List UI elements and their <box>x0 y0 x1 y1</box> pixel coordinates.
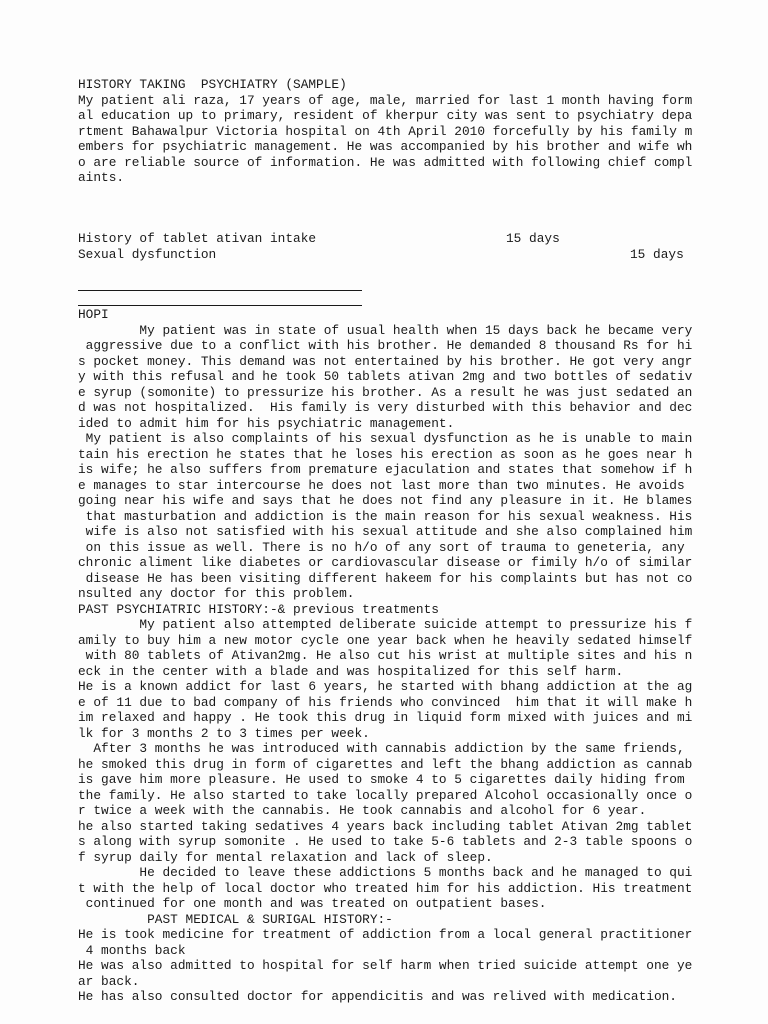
body-line: on this issue as well. There is no h/o of any sort of trauma to geneteria, any <box>78 539 685 555</box>
body-line: eck in the center with a blade and was hospitalized for this self harm. <box>78 663 624 679</box>
divider-line <box>78 305 362 306</box>
body-line: with 80 tablets of Ativan2mg. He also cut his wrist at multiple sites and his n <box>78 648 693 663</box>
intro-line: embers for psychiatric management. He was accompanied by his brother and wife wh <box>78 139 693 154</box>
intro-line: My patient ali raza, 17 years of age, male, married for last 1 month having form <box>78 92 693 108</box>
body-line: My patient was in state of usual health when 15 days back he became very <box>78 322 693 338</box>
complaint-name: History of tablet ativan intake <box>78 231 317 246</box>
body-line: wife is also not satisfied with his sexual attitude and she also complained him <box>78 524 693 539</box>
body-line: going near his wife and says that he does not find any pleasure in it. He blames <box>78 493 693 508</box>
body-line: He has also consulted doctor for appendicitis and was relived with medication. <box>78 989 677 1004</box>
body-line: ar back. <box>78 973 140 989</box>
body-line: My patient also attempted deliberate suicide attempt to pressurize his f <box>78 617 693 632</box>
body-line: After 3 months he was introduced with cannabis addiction by the same friends, <box>78 741 685 756</box>
intro-line: al education up to primary, resident of kherpur city was sent to psychiatry depa <box>78 108 693 123</box>
body-line: he smoked this drug in form of cigarettes and left the bhang addiction as cannab <box>78 756 693 772</box>
complaint-duration: 15 days <box>630 246 684 262</box>
body-line: e syrup (somonite) to pressurize his brother. As a result he was just sedated an <box>78 384 693 400</box>
intro-line: rtment Bahawalpur Victoria hospital on 4th April 2010 forcefully by his family m <box>78 123 693 139</box>
body-line: amily to buy him a new motor cycle one year back when he heavily sedated himself <box>78 632 693 648</box>
body-line: aggressive due to a conflict with his brother. He demanded 8 thousand Rs for hi <box>78 338 693 353</box>
body-line: is gave him more pleasure. He used to smoke 4 to 5 cigarettes daily hiding from <box>78 772 685 787</box>
body-line: e manages to star intercourse he does not last more than two minutes. He avoids <box>78 477 685 493</box>
complaint-duration: 15 days <box>506 231 560 246</box>
body-line: He decided to leave these addictions 5 months back and he managed to qui <box>78 865 693 880</box>
body-line: that masturbation and addiction is the main reason for his sexual weakness. His <box>78 508 693 524</box>
complaint-name: Sexual dysfunction <box>78 246 217 262</box>
body-line: My patient is also complaints of his sexual dysfunction as he is unable to main <box>78 431 693 446</box>
body-line: he also started taking sedatives 4 years back including tablet Ativan 2mg tablet <box>78 818 693 834</box>
body-line: lk for 3 months 2 to 3 times per week. <box>78 725 370 741</box>
body-line: s pocket money. This demand was not entertained by his brother. He got very angr <box>78 353 693 369</box>
body-line: y with this refusal and he took 50 tablets ativan 2mg and two bottles of sedativ <box>78 369 693 384</box>
section-heading-past-medical: PAST MEDICAL & SURIGAL HISTORY:- <box>78 911 393 927</box>
section-heading-past-psychiatric: PAST PSYCHIATRIC HISTORY:-& previous treatments <box>78 601 439 617</box>
divider-line <box>78 290 362 291</box>
body-line: ided to admit him for his psychiatric management. <box>78 415 455 431</box>
body-line: He is a known addict for last 6 years, he started with bhang addiction at the ag <box>78 679 693 694</box>
body-line: nsulted any doctor for this problem. <box>78 586 355 601</box>
body-line: is wife; he also suffers from premature ejaculation and states that somehow if h <box>78 462 693 477</box>
body-line: im relaxed and happy . He took this drug in liquid form mixed with juices and mi <box>78 710 693 725</box>
body-line: tain his erection he states that he loses his erection as soon as he goes near h <box>78 446 693 462</box>
body-line: chronic aliment like diabetes or cardiovascular disease or fimily h/o of similar <box>78 555 693 570</box>
intro-line: o are reliable source of information. He was admitted with following chief compl <box>78 154 693 170</box>
body-line: f syrup daily for mental relaxation and lack of sleep. <box>78 849 493 865</box>
document-title: HISTORY TAKING PSYCHIATRY (SAMPLE) <box>78 77 347 92</box>
body-line: r twice a week with the cannabis. He took cannabis and alcohol for 6 year. <box>78 803 647 818</box>
body-line: He is took medicine for treatment of addiction from a local general practitioner <box>78 927 693 942</box>
body-line: disease He has been visiting different hakeem for his complaints but has not co <box>78 570 693 586</box>
body-line: t with the help of local doctor who treated him for his addiction. His treatment <box>78 880 693 896</box>
body-line: e of 11 due to bad company of his friends who convinced him that it will make h <box>78 694 693 710</box>
hopi-heading: HOPI <box>78 307 109 322</box>
intro-line: aints. <box>78 170 125 185</box>
body-line: 4 months back <box>78 942 186 958</box>
body-line: the family. He also started to take locally prepared Alcohol occasionally once o <box>78 787 693 803</box>
body-line: continued for one month and was treated on outpatient bases. <box>78 896 547 911</box>
body-line: He was also admitted to hospital for self harm when tried suicide attempt one ye <box>78 958 693 973</box>
body-line: s along with syrup somonite . He used to take 5-6 tablets and 2-3 table spoons o <box>78 834 693 849</box>
body-line: d was not hospitalized. His family is very disturbed with this behavior and dec <box>78 400 693 415</box>
